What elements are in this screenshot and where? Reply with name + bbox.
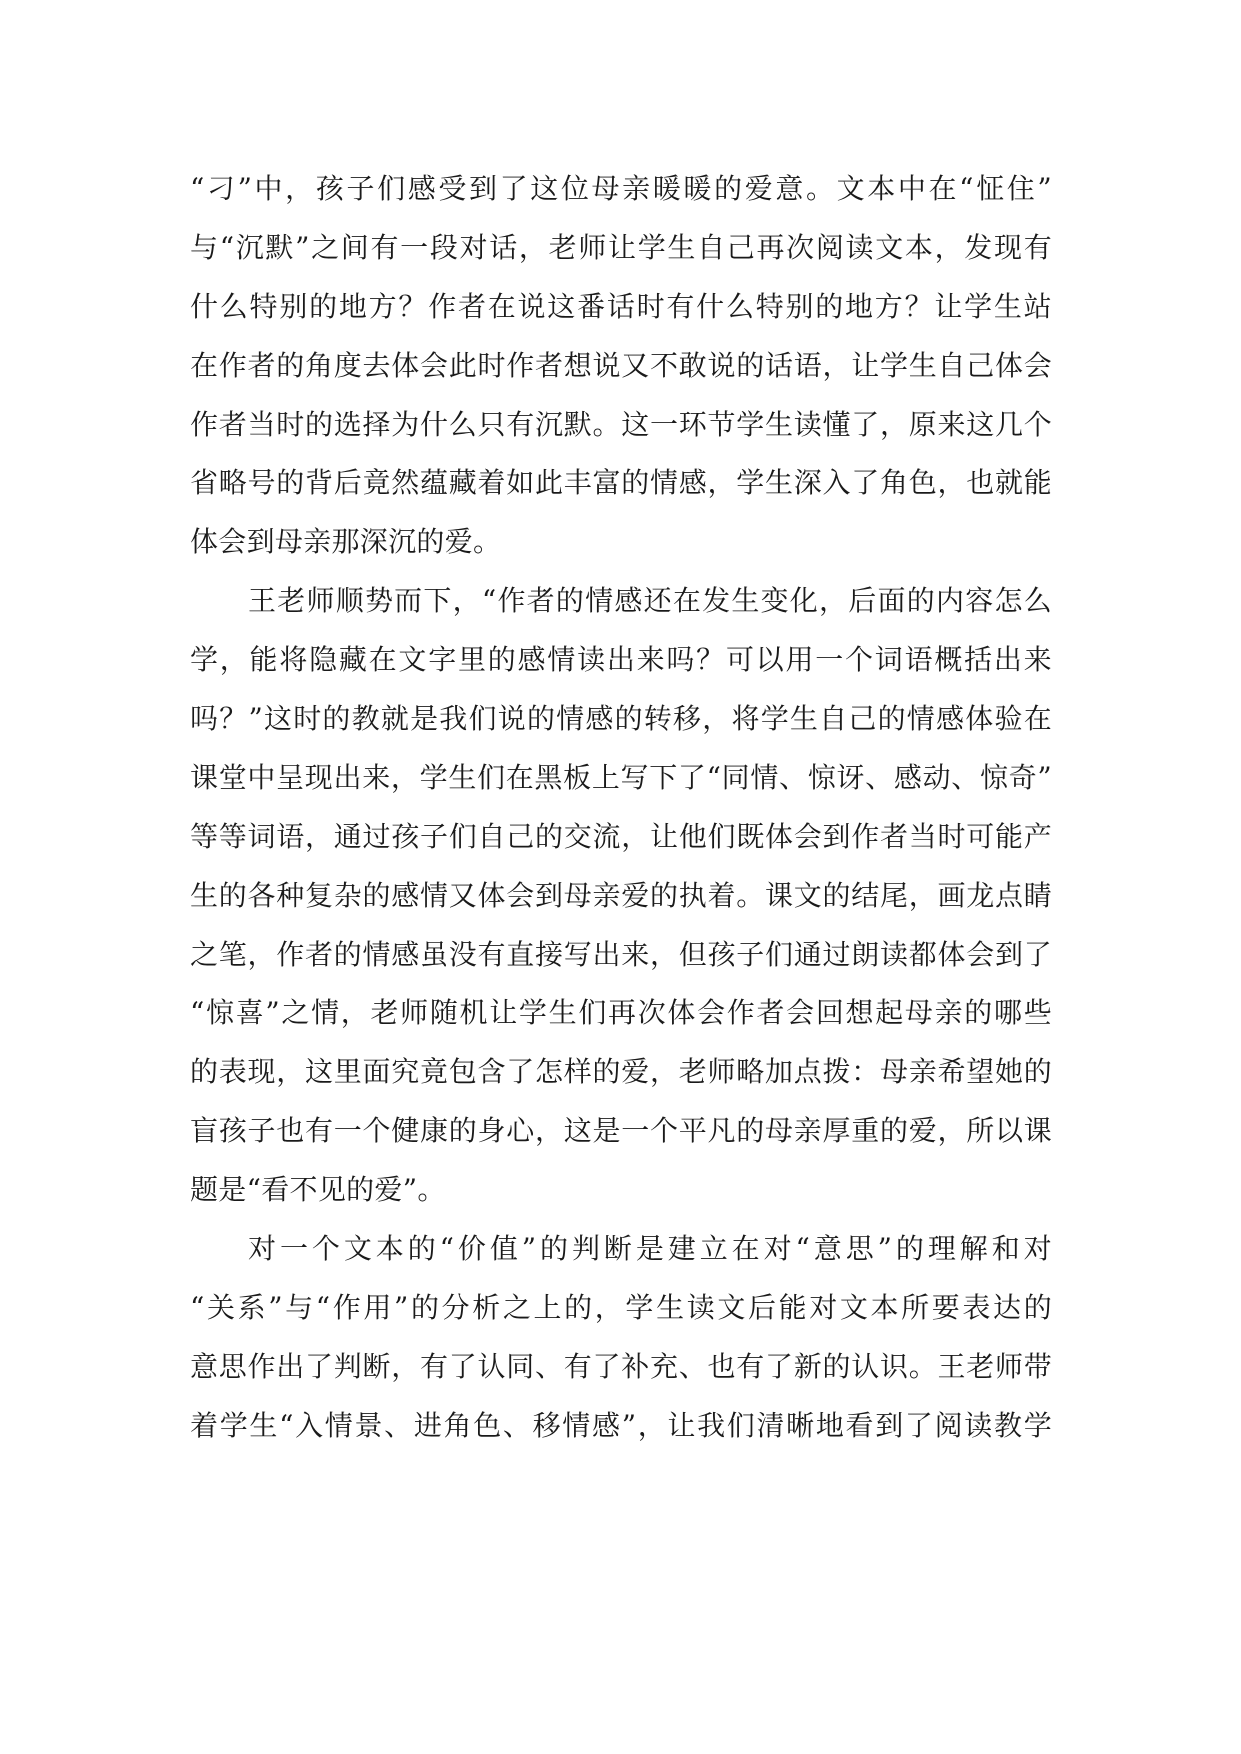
text-line: 王老师顺势而下，“作者的情感还在发生变化，后面的内容怎么 (248, 584, 1052, 618)
document-body (190, 160, 1052, 1456)
text-line: 什么特别的地方？作者在说这番话时有什么特别的地方？让学生站 (190, 289, 1052, 323)
text-line: “关系”与“作用”的分析之上的，学生读文后能对文本所要表达的 (190, 1290, 1052, 1324)
text-line: 生的各种复杂的感情又体会到母亲爱的执着。课文的结尾，画龙点睛 (190, 878, 1052, 912)
text-line: 着学生“入情景、进角色、移情感”，让我们清晰地看到了阅读教学 (190, 1408, 1052, 1442)
text-line: 省略号的背后竟然蕴藏着如此丰富的情感，学生深入了角色，也就能 (190, 466, 1052, 500)
paragraph-2 (190, 572, 1052, 1220)
text-line: 体会到母亲那深沉的爱。 (190, 525, 502, 559)
text-line: “刁”中，孩子们感受到了这位母亲暖暖的爱意。文本中在“怔住” (190, 172, 1052, 205)
text-line: 等等词语，通过孩子们自己的交流，让他们既体会到作者当时可能产 (190, 819, 1052, 853)
text-line: 在作者的角度去体会此时作者想说又不敢说的话语，让学生自己体会 (190, 348, 1052, 382)
text-line: 课堂中呈现出来，学生们在黑板上写下了“同情、惊讶、感动、惊奇” (190, 760, 1052, 794)
text-line: “惊喜”之情，老师随机让学生们再次体会作者会回想起母亲的哪些 (190, 996, 1052, 1030)
text-line: 意思作出了判断，有了认同、有了补充、也有了新的认识。王老师带 (190, 1349, 1052, 1383)
paragraph-3 (190, 1220, 1052, 1456)
text-line: 吗？”这时的教就是我们说的情感的转移，将学生自己的情感体验在 (190, 702, 1052, 736)
paragraph-1 (190, 160, 1052, 572)
text-line: 之笔，作者的情感虽没有直接写出来，但孩子们通过朗读都体会到了 (190, 937, 1052, 971)
text-line: 题是“看不见的爱”。 (190, 1173, 446, 1207)
text-line: 与“沉默”之间有一段对话，老师让学生自己再次阅读文本，发现有 (190, 230, 1052, 264)
text-line: 盲孩子也有一个健康的身心，这是一个平凡的母亲厚重的爱，所以课 (190, 1114, 1052, 1148)
text-line: 学，能将隐藏在文字里的感情读出来吗？可以用一个词语概括出来 (190, 643, 1052, 677)
text-line: 作者当时的选择为什么只有沉默。这一环节学生读懂了，原来这几个 (190, 407, 1052, 441)
text-line: 的表现，这里面究竟包含了怎样的爱，老师略加点拨：母亲希望她的 (190, 1055, 1052, 1089)
text-line: 对一个文本的“价值”的判断是建立在对“意思”的理解和对 (248, 1232, 1052, 1266)
